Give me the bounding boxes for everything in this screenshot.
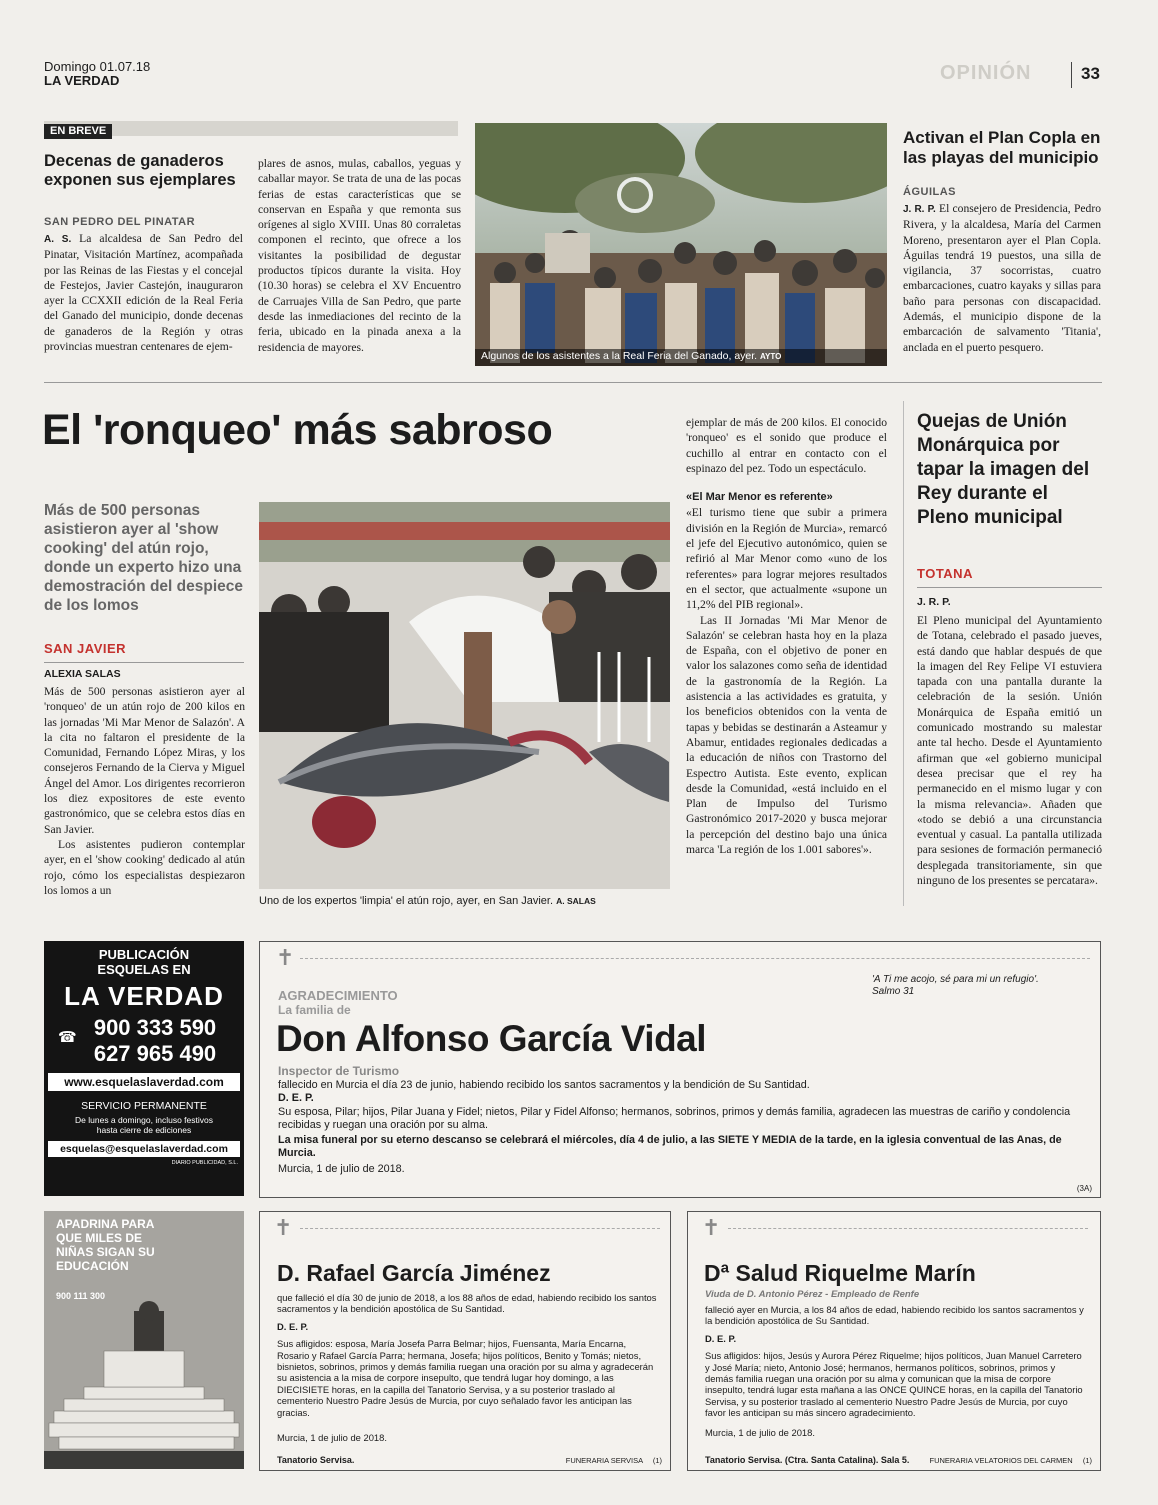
esquela2-line1: que falleció el día 30 de junio de 2018, a los 88 años de edad, habiendo recibido los santos sacramentos y la bendición apostólica de Su Santidad. — [277, 1292, 657, 1315]
phone-icon: ☎ — [58, 1029, 77, 1046]
esquela3-widow: Viuda de D. Antonio Pérez - Empleado de Renfe — [705, 1289, 920, 1300]
ad-phone2[interactable]: 627 965 490 — [93, 1041, 217, 1066]
main-byline: ALEXIA SALAS — [44, 668, 121, 680]
ad-apadrina-phone[interactable]: 900 111 300 — [56, 1291, 106, 1301]
esquela1-code: (3A) — [1076, 1184, 1092, 1193]
esquela3-top-rule — [728, 1228, 1088, 1229]
side-location: TOTANA — [917, 566, 973, 581]
main-col2 — [686, 415, 887, 857]
ad-hours: De lunes a domingo, incluso festivos hasta cierre de ediciones — [75, 1115, 213, 1135]
side-title: Quejas de Unión Monárquica por tapar la imagen del Rey durante el Pleno municipal — [917, 411, 1090, 528]
ad-phones — [44, 1015, 244, 1067]
esquela1-quote — [872, 974, 1039, 998]
esquela1-funeral: La misa funeral por su eterno descanso se celebrará el miércoles, día 4 de julio, a las SIETE Y MEDIA de la tarde, en la iglesia conventual de las Anas, de Murcia. — [278, 1134, 1062, 1160]
side-location-rule — [917, 587, 1102, 588]
main-subtitle: Más de 500 personas asistieron ayer al 'show cooking' del atún rojo, donde un experto hizo una demostración del despiece de los lomos — [44, 502, 243, 614]
feria-caption-credit: AYTO — [760, 352, 782, 361]
brief2-byline: J. R. P. — [903, 204, 936, 215]
cross-icon: ✝ — [702, 1216, 721, 1241]
esquela1-date: Murcia, 1 de julio de 2018. — [278, 1162, 405, 1175]
esquela1-body — [278, 1079, 1078, 1176]
esquela1-line1: fallecido en Murcia el día 23 de junio, habiendo recibido los santos sacramentos y la bendición de Su Santidad. — [278, 1079, 810, 1091]
brief2-text: El consejero de Presidencia, Pedro Rivera, y la alcaldesa, María del Carmen Moreno, presentaron ayer el Plan Copla. Águilas tendrá 19 puestos, una silla de vigilancia, 37 socorristas, cuatro embarcaciones, cuatro kayaks y sillas para baño para personas con discapacidad. Además, el municipio dispone de la embarcación de salvamento 'Titania', anclada en el puerto pesquero. — [903, 202, 1101, 354]
header-divider — [1071, 62, 1072, 88]
ad-apadrina-text: APADRINA PARA QUE MILES DE NIÑAS SIGAN SU EDUCACIÓN — [56, 1217, 155, 1273]
side-rule — [903, 401, 904, 906]
ad-line1: PUBLICACIÓN — [98, 947, 190, 962]
tuna-photo — [259, 502, 670, 889]
esquela3-footer-right — [930, 1456, 1093, 1465]
esquela-salud — [687, 1211, 1101, 1471]
main-col1-p1: Más de 500 personas asistieron ayer al 'ronqueo' de un atún rojo de 200 kilos en las jornadas 'Mi Mar Menor de Salazón'. A la cita no faltaron el presidente de la Comunidad, Fernando López Miras, y los consejeros Fernando de la Cierva y Miguel Ángel del Amor. Los dirigentes recorrieron los diez expositores de este evento gastronómico, que se celebra estos días en San Javier. — [44, 685, 245, 836]
esquela1-top-rule — [300, 958, 1090, 959]
main-col2-p3: Las II Jornadas 'Mi Mar Menor de Salazón' se celebran hasta hoy en la plaza de España, con el objetivo de poner en valor los salazones como seña de identidad de la gastronomía de la Región. La asistencia a las actividades es gratuita, y los beneficios obtenidos con la venta de tapas y bebidas se destinarán a Asteamur y Abamur, entidades regionales dedicadas a la educación de niños con Trastorno del Espectro Autista. Este evento, explican desde la Comunidad, «está incluido en el Plan de Impulso del Turismo Gastronómico 2017-2020 y busca mejorar la percepción del destino bajo una única marca 'La región de los 1.001 sabores'». — [686, 613, 887, 857]
esquela1-header1: AGRADECIMIENTO — [278, 988, 398, 1003]
side-body: El Pleno municipal del Ayuntamiento de Totana, celebrado el pasado jueves, está dando que hablar después de que la imagen del Rey Felipe VI estuviera tapada con una pantalla durante la celebración de la sesión. Unión Monárquica de España emitió un comunicado mostrando su malestar ante tal hecho. Desde el Ayuntamiento afirman que «el gobierno municipal desea precisar que el rey ha permanecido en el mismo lugar y con la misma relevancia». Añaden que «todo se debió a una circunstancia eventual y casual. La pantalla utilizada para sesiones de formación permaneció desplegada transitoriamente, sin que ninguno de los presentes se percatara». — [917, 614, 1102, 888]
cross-icon: ✝ — [274, 1216, 293, 1241]
brief1-col1-text: La alcaldesa de San Pedro del Pinatar, Visitación Martínez, acompañada por las Reinas de las Fiestas y el concejal de Festejos, Javier Castejón, inauguraron ayer la CCXXII edición de la Real Feria del Ganado del municipio, donde decenas de ganaderos de la Región y otras provincias muestran centenares de ejem- — [44, 232, 243, 354]
ad-apadrina — [44, 1211, 244, 1469]
esquela2-dep: D. E. P. — [277, 1320, 309, 1332]
esquela1-dep: D. E. P. — [278, 1092, 314, 1105]
main-col2-p1: ejemplar de más de 200 kilos. El conocido 'ronqueo' es el sonido que produce el cuchillo al entrar en contacto con el espinazo del pez. Todo un espectáculo. — [686, 416, 887, 475]
page-number: 33 — [1081, 64, 1100, 83]
esquela3-funeraria: FUNERARIA VELATORIOS DEL CARMEN — [929, 1456, 1073, 1465]
esquela2-family: Sus afligidos: esposa, María Josefa Parra Belmar; hijos, Fuensanta, María Encarna, Rosario y Rafael García Parra; hermana, Josefa; hijos políticos, Benito y Tomás; nietos, bisnietos, sobrinos, primos y demás familia ruegan una oración por su alma y agradecerán su asistencia a la misa de corpore insepulto, que tendrá lugar hoy domingo, a las DIECISIETE horas, en la capilla del Tanatorio Servisa, y a su posterior traslado al cementerio Nuestro Padre Jesús de Murcia, por cuyo señalado favor les anticipan las gracias. — [277, 1338, 654, 1418]
main-col1 — [44, 684, 245, 898]
esquela2-date: Murcia, 1 de julio de 2018. — [277, 1432, 387, 1444]
esquela-rafael — [259, 1211, 671, 1471]
ad-line2: ESQUELAS EN — [97, 962, 191, 977]
books-illustration — [44, 1301, 244, 1469]
ad-service: SERVICIO PERMANENTE — [81, 1100, 207, 1112]
esquela2-footer-right — [566, 1456, 662, 1465]
ad-web[interactable]: www.esquelaslaverdad.com — [48, 1073, 240, 1091]
esquela3-body — [705, 1304, 1085, 1438]
brief2-body — [903, 201, 1101, 355]
tuna-photo-image — [259, 502, 670, 889]
brief1-col1 — [44, 231, 243, 354]
cross-icon: ✝ — [276, 946, 295, 971]
esquela1-role: Inspector de Turismo — [278, 1064, 400, 1078]
esquela3-date: Murcia, 1 de julio de 2018. — [705, 1426, 815, 1438]
side-byline: J. R. P. — [917, 596, 951, 608]
section-ghost: OPINIÓN — [940, 62, 1032, 84]
esquela-alfonso — [259, 941, 1101, 1198]
brief2-title: Activan el Plan Copla en las playas del municipio — [903, 128, 1101, 167]
en-breve-label: EN BREVE — [44, 124, 112, 139]
ad-esquelas — [44, 941, 244, 1196]
esquela2-name: D. Rafael García Jiménez — [277, 1260, 551, 1286]
esquela2-top-rule — [300, 1228, 660, 1229]
section-rule — [44, 382, 1102, 383]
feria-photo-caption — [481, 350, 781, 362]
brief1-title: Decenas de ganaderos exponen sus ejemplares — [44, 152, 236, 189]
main-location: SAN JAVIER — [44, 641, 127, 656]
brief1-byline: A. S. — [44, 234, 72, 245]
esquela3-code: (1) — [1082, 1456, 1092, 1465]
feria-photo-image — [475, 123, 887, 366]
ad-phone1[interactable]: 900 333 590 — [93, 1015, 217, 1040]
feria-caption-text: Algunos de los asistentes a la Real Feria del Ganado, ayer. — [481, 350, 758, 362]
esquela2-footer-left: Tanatorio Servisa. — [277, 1455, 355, 1465]
brief1-location: SAN PEDRO DEL PINATAR — [44, 216, 196, 228]
ad-footer: DIARIO PUBLICIDAD, S.L. — [171, 1160, 238, 1166]
main-col2-subhead: «El Mar Menor es referente» — [686, 491, 833, 504]
main-byline-rule — [44, 662, 244, 663]
esquela2-code: (1) — [652, 1456, 662, 1465]
esquela3-name: Dª Salud Riquelme Marín — [704, 1260, 976, 1286]
brief1-col2: plares de asnos, mulas, caballos, yeguas y caballar mayor. Se trata de una de las pocas ferias de estas características que se conservan en España y que remonta sus orígenes al siglo XVIII. Unas 80 corraletas componen el recinto, que ofrece a los visitantes la posibilidad de degustar productos típicos durante la visita. Hoy (10.30 horas) se celebra el XV Encuentro de Carruajes Villa de San Pedro, que parte desde las inmediaciones del recinto de la feria, ubicado en la pinada anexa a la residencia de mayores. — [258, 157, 461, 354]
tuna-caption-credit: A. SALAS — [556, 896, 596, 906]
esquela3-family: Sus afligidos: hijos, Jesús y Aurora Pérez Riquelme; hijos políticos, Juan Manuel Carretero y José María; nieto, Antonio José; hermanos, hermanos políticos, sobrinos, primos y demás familia ruegan una oración por su alma y comunican que la misa de corpore insepulto, tendrá lugar esta mañana a las ONCE QUINCE horas, en la capilla del Tanatorio Servisa, y su posterior traslado al cementerio Nuestro Padre Jesús de Murcia, por cuyo favor les anticipan su más sincero agradecimiento. — [705, 1350, 1083, 1419]
esquela3-footer-left: Tanatorio Servisa. (Ctra. Santa Catalina). Sala 5. — [705, 1455, 910, 1465]
esquela3-line1: falleció ayer en Murcia, a los 84 años de edad, habiendo recibido los santos sacramentos y la bendición apostólica de Su Santidad. — [705, 1304, 1084, 1327]
brief2-location: ÁGUILAS — [903, 186, 956, 198]
esquela2-funeraria: FUNERARIA SERVISA — [565, 1456, 643, 1465]
tuna-caption-text: Uno de los expertos 'limpia' el atún rojo, ayer, en San Javier. — [259, 895, 554, 907]
header-date: Domingo 01.07.18 — [44, 59, 151, 74]
esquela1-name: Don Alfonso García Vidal — [276, 1018, 707, 1059]
esquela1-quote-src: Salmo 31 — [872, 986, 915, 997]
tuna-caption — [259, 895, 670, 907]
esquela2-body — [277, 1292, 657, 1443]
main-headline: El 'ronqueo' más sabroso — [42, 406, 553, 454]
esquela1-header2: La familia de — [278, 1003, 351, 1017]
esquela1-quote-text: 'A Ti me acojo, sé para mi un refugio'. — [872, 974, 1039, 985]
ad-brand: LA VERDAD — [64, 981, 224, 1011]
en-breve-tag — [44, 121, 458, 136]
main-col1-p2: Los asistentes pudieron contemplar ayer, en el 'show cooking' dedicado al atún rojo, cómo los especialistas despiezaron los lomos a un — [44, 837, 245, 897]
header-paper: LA VERDAD — [44, 73, 120, 88]
esquela3-dep: D. E. P. — [705, 1332, 737, 1344]
ad-email[interactable]: esquelas@esquelaslaverdad.com — [48, 1141, 240, 1157]
esquela1-family: Su esposa, Pilar; hijos, Pilar Juana y Fidel; nietos, Pilar y Fidel Alfonso; hermanos, sobrinos, primos y demás familia, agradecen las muestras de cariño y condolencia recibidas y ruegan una oración por su alma. — [278, 1105, 1071, 1131]
feria-photo — [475, 123, 887, 366]
main-col2-p2: «El turismo tiene que subir a primera división en la Región de Murcia», remarcó el jefe del Ejecutivo autonómico, quien se refirió al Mar Menor como «uno de los referentes» para lograr mejores resultados en el sector, que actualmente «supone un 11,2% del PIB regional». — [686, 506, 887, 612]
